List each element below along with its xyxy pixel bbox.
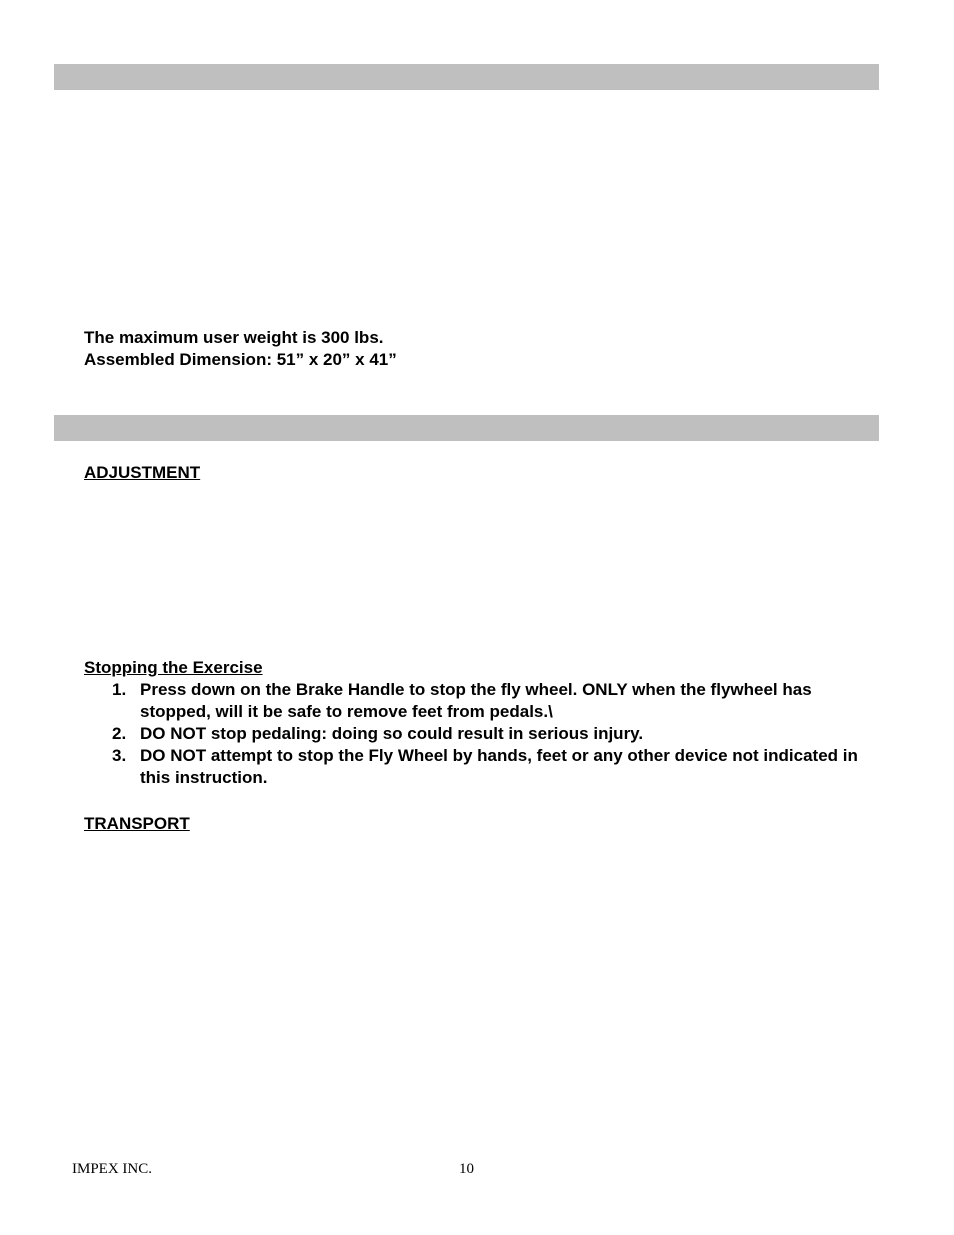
step-text: DO NOT stop pedaling: doing so could result in serious injury. <box>140 724 644 743</box>
step-number: 3. <box>112 746 127 765</box>
step-text: DO NOT attempt to stop the Fly Wheel by hands, feet or any other device not indicated in this instruction. <box>140 746 858 787</box>
footer-company-name: IMPEX INC. <box>72 1161 153 1177</box>
list-item <box>110 679 870 723</box>
step-number: 1. <box>112 680 127 699</box>
page-number: 10 <box>459 1161 474 1177</box>
list-item <box>110 723 870 745</box>
max-weight-text: The maximum user weight is 300 lbs. <box>84 328 384 347</box>
list-item <box>110 745 870 789</box>
stopping-steps-list <box>110 679 870 789</box>
stopping-exercise-heading: Stopping the Exercise <box>84 658 263 677</box>
section-header-bar <box>54 415 879 441</box>
dimensions-text: Assembled Dimension: 51” x 20” x 41” <box>84 350 397 369</box>
step-text: Press down on the Brake Handle to stop the fly wheel. ONLY when the flywheel has stopped, will it be safe to remove feet from pedals.\ <box>140 680 812 721</box>
section-header-bar <box>54 64 879 90</box>
transport-heading: TRANSPORT <box>84 814 190 833</box>
specifications-block <box>84 327 397 371</box>
step-number: 2. <box>112 724 127 743</box>
adjustment-heading: ADJUSTMENT <box>84 463 201 482</box>
